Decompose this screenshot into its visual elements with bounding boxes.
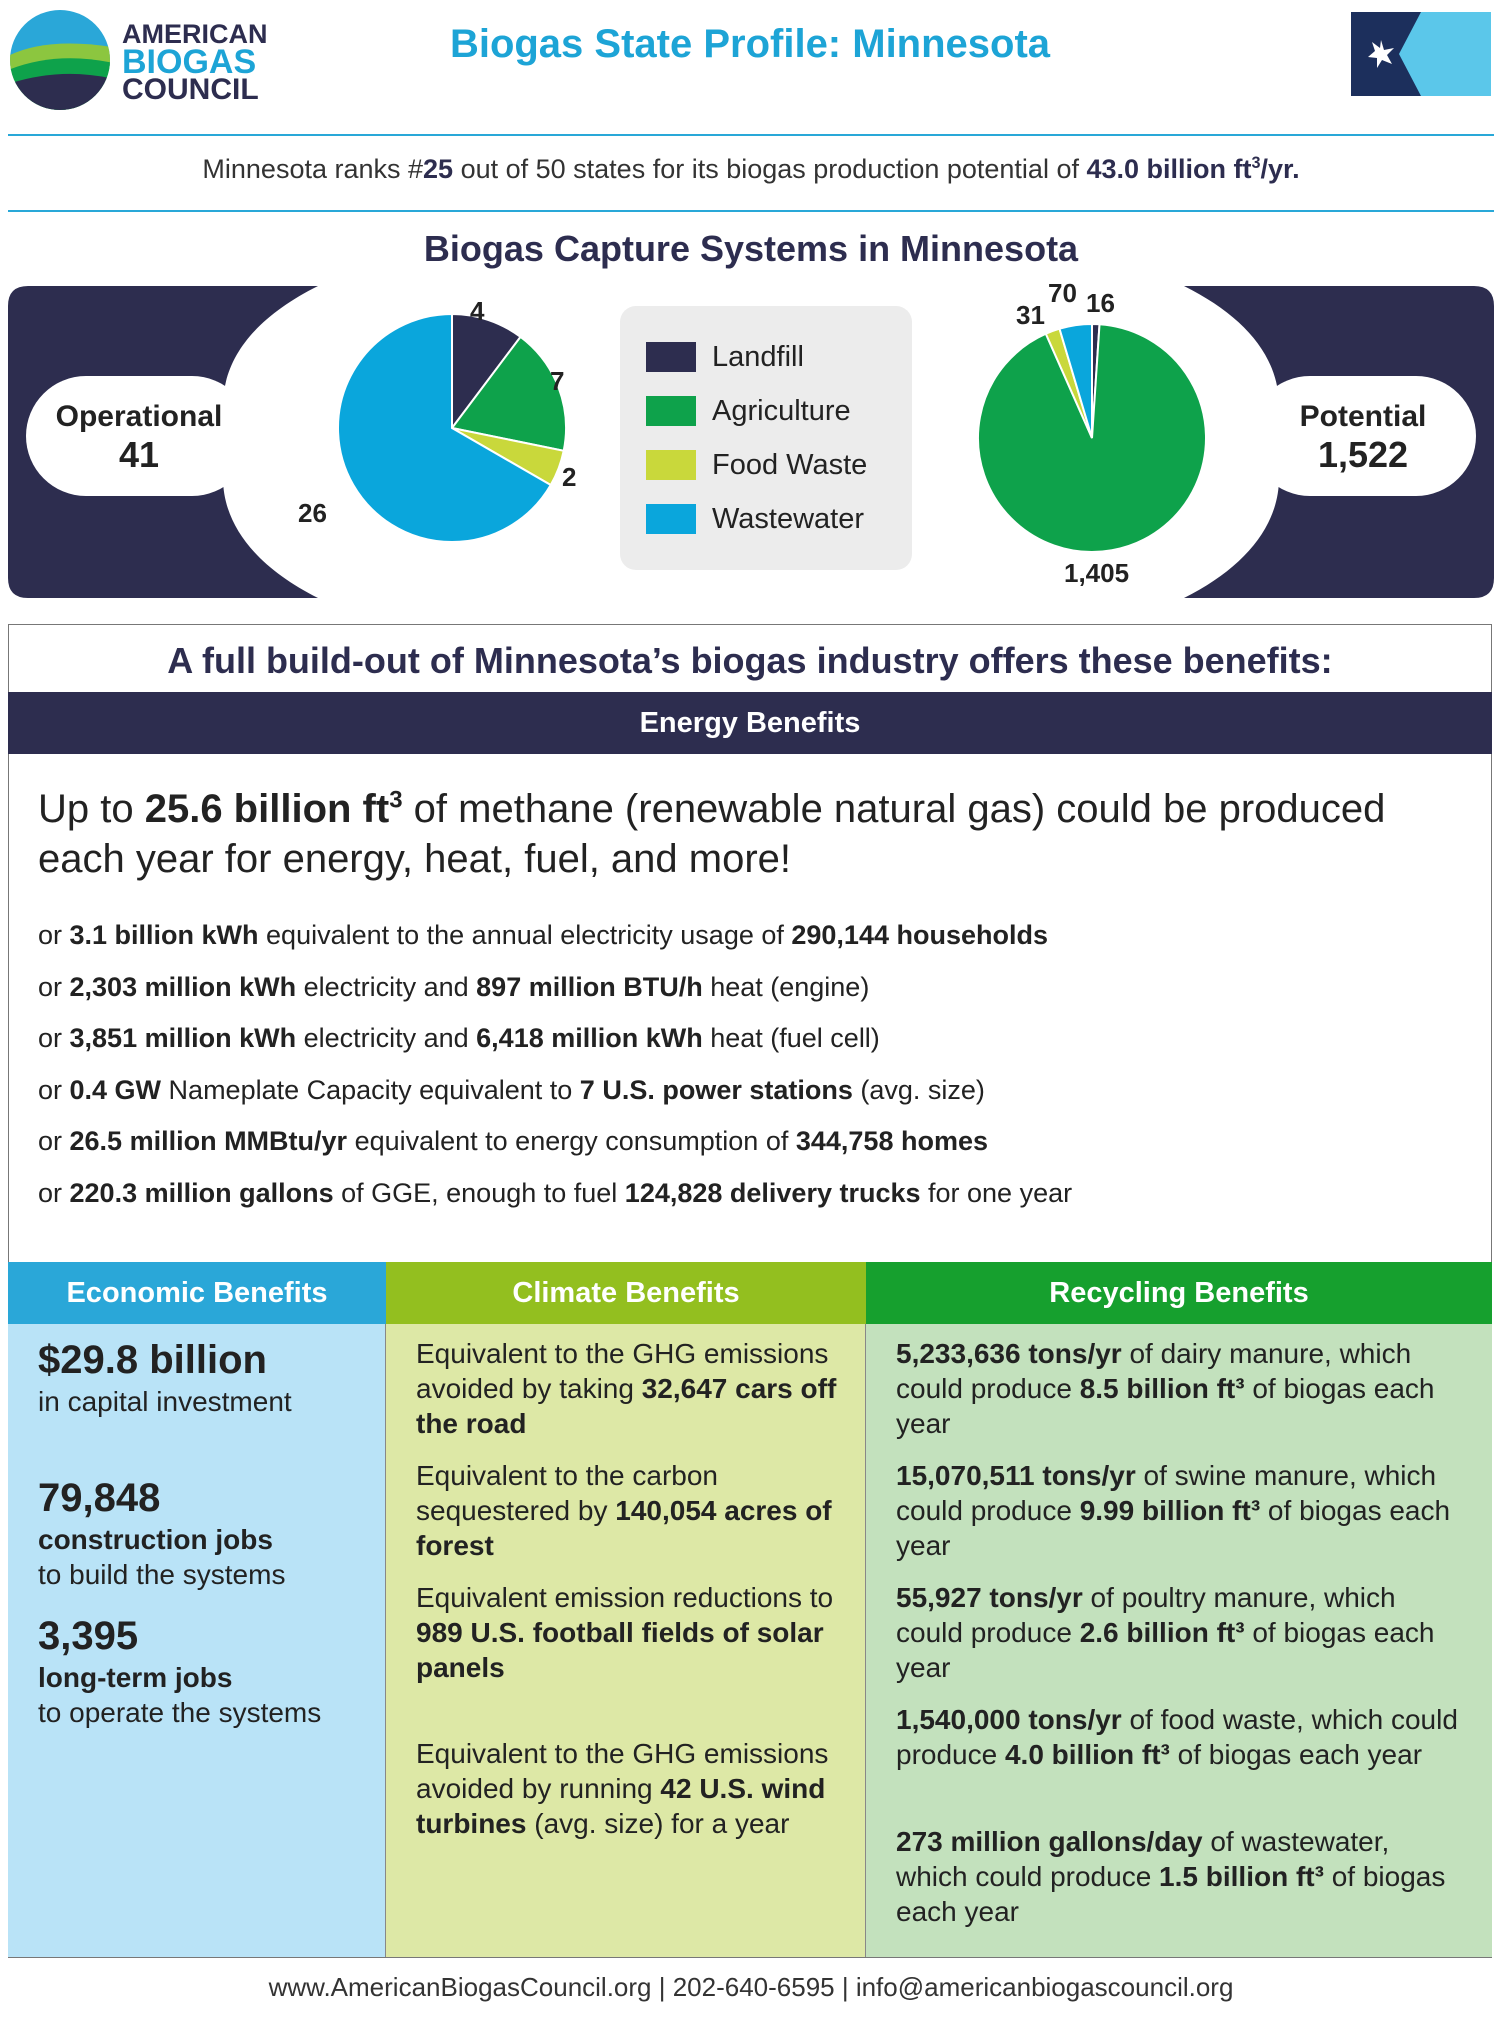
- investment-text: in capital investment: [38, 1386, 292, 1417]
- climate-benefits-panel: [386, 1324, 866, 1957]
- legend-swatch-agriculture: [646, 396, 696, 426]
- ranking-statement: [8, 154, 1494, 185]
- recycling-benefit-item: [896, 1458, 1466, 1563]
- highlight-value: 2,303 million kWh: [69, 971, 297, 1002]
- highlight-value: 2.6 billion ft³: [1079, 1617, 1245, 1648]
- economic-benefits-panel: [8, 1324, 386, 1957]
- highlight-value: 26.5 million MMBtu/yr: [69, 1126, 348, 1156]
- body-text: equivalent to the annual electricity usage of: [258, 920, 792, 950]
- body-text: of biogas each year: [1169, 1739, 1423, 1770]
- legend-item-agriculture: [646, 394, 851, 428]
- potential-value: 1,522: [1317, 434, 1409, 475]
- highlight-value: 3.1 billion kWh: [69, 920, 259, 950]
- header-divider: [8, 134, 1494, 136]
- legend-item-food-waste: [646, 448, 867, 482]
- body-text: of food waste, which could produce: [896, 1704, 1458, 1770]
- highlight-value: 3,851 million kWh: [69, 1023, 297, 1053]
- pie-label-agriculture-operational: 7: [550, 366, 565, 396]
- body-text: (avg. size) for a year: [526, 1808, 790, 1839]
- longterm-label: long-term jobs: [38, 1662, 233, 1693]
- logo-globe-icon: [8, 8, 118, 112]
- economic-construction: [38, 1474, 378, 1592]
- operational-label: Operational: [55, 400, 223, 433]
- longterm-value: 3,395: [38, 1614, 139, 1658]
- potential-label: Potential: [1299, 400, 1427, 433]
- climate-benefit-item: [416, 1736, 841, 1841]
- body-text: of wastewater, which could produce: [896, 1826, 1390, 1892]
- body-text: electricity and: [296, 1023, 477, 1053]
- energy-line: [38, 1126, 988, 1157]
- potential-pill: [1250, 376, 1476, 496]
- body-text: for one year: [920, 1177, 1073, 1208]
- body-text: Equivalent to the GHG emissions avoided by running: [416, 1738, 829, 1804]
- highlight-value: 989 U.S. football fields of solar panels: [416, 1617, 824, 1683]
- body-text: of swine manure, which could produce: [896, 1460, 1437, 1526]
- body-text: or: [38, 1177, 70, 1208]
- legend-label-agriculture: Agriculture: [712, 394, 851, 427]
- highlight-value: 344,758 homes: [795, 1126, 988, 1156]
- body-text: of GGE, enough to fuel: [333, 1177, 625, 1208]
- legend-label-landfill: Landfill: [712, 340, 804, 373]
- legend-swatch-landfill: [646, 342, 696, 372]
- legend-label-food-waste: Food Waste: [712, 448, 868, 481]
- pie-label-landfill-operational: 4: [470, 296, 485, 326]
- body-text: of biogas each year: [896, 1495, 1451, 1561]
- rank-prefix: Minnesota ranks #: [202, 154, 424, 184]
- highlight-value: 897 million BTU/h: [476, 971, 703, 1002]
- highlight-value: 55,927 tons/yr: [896, 1582, 1083, 1613]
- body-text: or: [38, 1023, 70, 1053]
- longterm-text: to operate the systems: [38, 1697, 322, 1728]
- legend-swatch-wastewater: [646, 504, 696, 534]
- potential-pie-chart: [940, 270, 1240, 600]
- highlight-value: 1.5 billion ft³: [1159, 1861, 1324, 1892]
- energy-headline: [38, 784, 1458, 884]
- highlight-value: 8.5 billion ft³: [1079, 1373, 1245, 1404]
- recycling-benefits-panel: [866, 1324, 1492, 1957]
- energy-line: [38, 972, 869, 1003]
- climate-benefit-item: [416, 1336, 841, 1441]
- body-text: or: [38, 1126, 70, 1156]
- highlight-value: 4.0 billion ft³: [1004, 1739, 1170, 1770]
- highlight-value: 5,233,636 tons/yr: [896, 1338, 1122, 1369]
- highlight-value: 6,418 million kWh: [476, 1023, 703, 1053]
- highlight-value: 273 million gallons/day: [896, 1826, 1203, 1857]
- economic-longterm: [38, 1612, 378, 1730]
- highlight-value: 9.99 billion ft³: [1079, 1495, 1261, 1526]
- energy-headline-value: 25.6 billion ft: [144, 787, 390, 831]
- energy-benefits-header: Energy Benefits: [8, 692, 1492, 754]
- body-text: Equivalent to the GHG emissions avoided by taking: [416, 1338, 829, 1404]
- body-text: of dairy manure, which could produce: [896, 1338, 1412, 1404]
- page-title: Biogas State Profile: Minnesota: [449, 22, 1051, 66]
- body-text: or: [38, 920, 70, 950]
- pie-label-agriculture-potential: 1,405: [1064, 558, 1130, 588]
- rank-middle: out of 50 states for its biogas production potential of: [453, 154, 1087, 184]
- economic-benefits-header: Economic Benefits: [8, 1262, 386, 1324]
- body-text: of biogas each year: [896, 1373, 1435, 1439]
- body-text: heat (fuel cell): [702, 1023, 880, 1053]
- climate-benefit-item: [416, 1580, 841, 1685]
- energy-line: [38, 1023, 880, 1054]
- recycling-benefit-item: [896, 1824, 1466, 1929]
- footer-contact: www.AmericanBiogasCouncil.org | 202-640-6595 | info@americanbiogascouncil.org: [268, 1972, 1234, 2002]
- operational-pill: [26, 376, 252, 496]
- highlight-value: 1,540,000 tons/yr: [896, 1704, 1122, 1735]
- body-text: of biogas each year: [896, 1861, 1446, 1927]
- logo-text-american: AMERICAN: [122, 19, 268, 49]
- highlight-value: 290,144 households: [791, 920, 1048, 950]
- highlight-value: 42 U.S. wind turbines: [416, 1773, 826, 1839]
- highlight-value: 124,828 delivery trucks: [624, 1177, 921, 1208]
- investment-value: $29.8 billion: [38, 1338, 267, 1382]
- body-text: equivalent to energy consumption of: [347, 1126, 796, 1156]
- energy-headline-pre: Up to: [38, 787, 145, 831]
- recycling-benefit-item: [896, 1580, 1466, 1685]
- body-text: Equivalent emission reductions to: [416, 1582, 834, 1613]
- highlight-value: 220.3 million gallons: [69, 1177, 334, 1208]
- benefits-title: A full build-out of Minnesota’s biogas industry offers these benefits:: [167, 640, 1333, 681]
- legend-item-landfill: [646, 340, 804, 374]
- construction-value: 79,848: [38, 1476, 161, 1520]
- logo-text-council: COUNCIL: [122, 73, 259, 106]
- energy-line: [38, 1178, 1072, 1209]
- pie-label-landfill-potential: 16: [1086, 288, 1115, 318]
- body-text: Equivalent to the carbon sequestered by: [416, 1460, 718, 1526]
- logo-text-biogas: BIOGAS: [122, 43, 257, 81]
- highlight-value: 32,647 cars off the road: [416, 1373, 837, 1439]
- highlight-value: 7 U.S. power stations: [579, 1074, 853, 1105]
- ranking-divider: [8, 210, 1494, 212]
- rank-exponent: 3: [1251, 154, 1261, 172]
- highlight-value: 140,054 acres of forest: [416, 1495, 832, 1561]
- legend-label-wastewater: Wastewater: [712, 502, 865, 535]
- body-text: or: [38, 971, 70, 1002]
- minnesota-flag-icon: [1351, 12, 1491, 96]
- highlight-value: 0.4 GW: [69, 1074, 162, 1105]
- rank-number: 25: [423, 154, 454, 184]
- pie-label-wastewater-operational: 26: [298, 498, 327, 528]
- operational-pie-chart: [300, 286, 600, 598]
- logo: [8, 8, 268, 112]
- pie-label-food-waste-potential: 31: [1016, 300, 1045, 330]
- construction-label: construction jobs: [38, 1524, 273, 1555]
- body-text: Nameplate Capacity equivalent to: [161, 1074, 580, 1105]
- recycling-benefit-item: [896, 1336, 1466, 1441]
- economic-investment: [38, 1336, 378, 1419]
- energy-headline-exponent: 3: [389, 786, 403, 814]
- body-text: (avg. size): [852, 1074, 985, 1105]
- body-text: of poultry manure, which could produce: [896, 1582, 1396, 1648]
- pie-label-wastewater-potential: 70: [1048, 278, 1077, 308]
- body-text: of biogas each year: [896, 1617, 1435, 1683]
- legend-swatch-food-waste: [646, 450, 696, 480]
- legend-item-wastewater: [646, 502, 864, 536]
- rank-suffix: /yr.: [1260, 154, 1300, 184]
- climate-benefits-header: Climate Benefits: [386, 1262, 866, 1324]
- energy-line: [38, 920, 1048, 951]
- construction-text: to build the systems: [38, 1559, 286, 1590]
- operational-value: 41: [118, 434, 160, 475]
- body-text: heat (engine): [702, 971, 870, 1002]
- energy-headline-post: of methane (renewable natural gas) could be produced each year for energy, heat, fuel, and more!: [38, 787, 1386, 881]
- pie-label-food-waste-operational: 2: [562, 462, 577, 492]
- recycling-benefits-header: Recycling Benefits: [866, 1262, 1492, 1324]
- energy-line: [38, 1075, 985, 1106]
- capture-title: Biogas Capture Systems in Minnesota: [423, 228, 1079, 269]
- body-text: or: [38, 1074, 70, 1105]
- climate-benefit-item: [416, 1458, 841, 1563]
- chart-legend: [620, 306, 912, 570]
- body-text: electricity and: [296, 971, 477, 1002]
- rank-value: 43.0 billion ft: [1086, 154, 1252, 184]
- recycling-benefit-item: [896, 1702, 1466, 1772]
- highlight-value: 15,070,511 tons/yr: [896, 1460, 1136, 1491]
